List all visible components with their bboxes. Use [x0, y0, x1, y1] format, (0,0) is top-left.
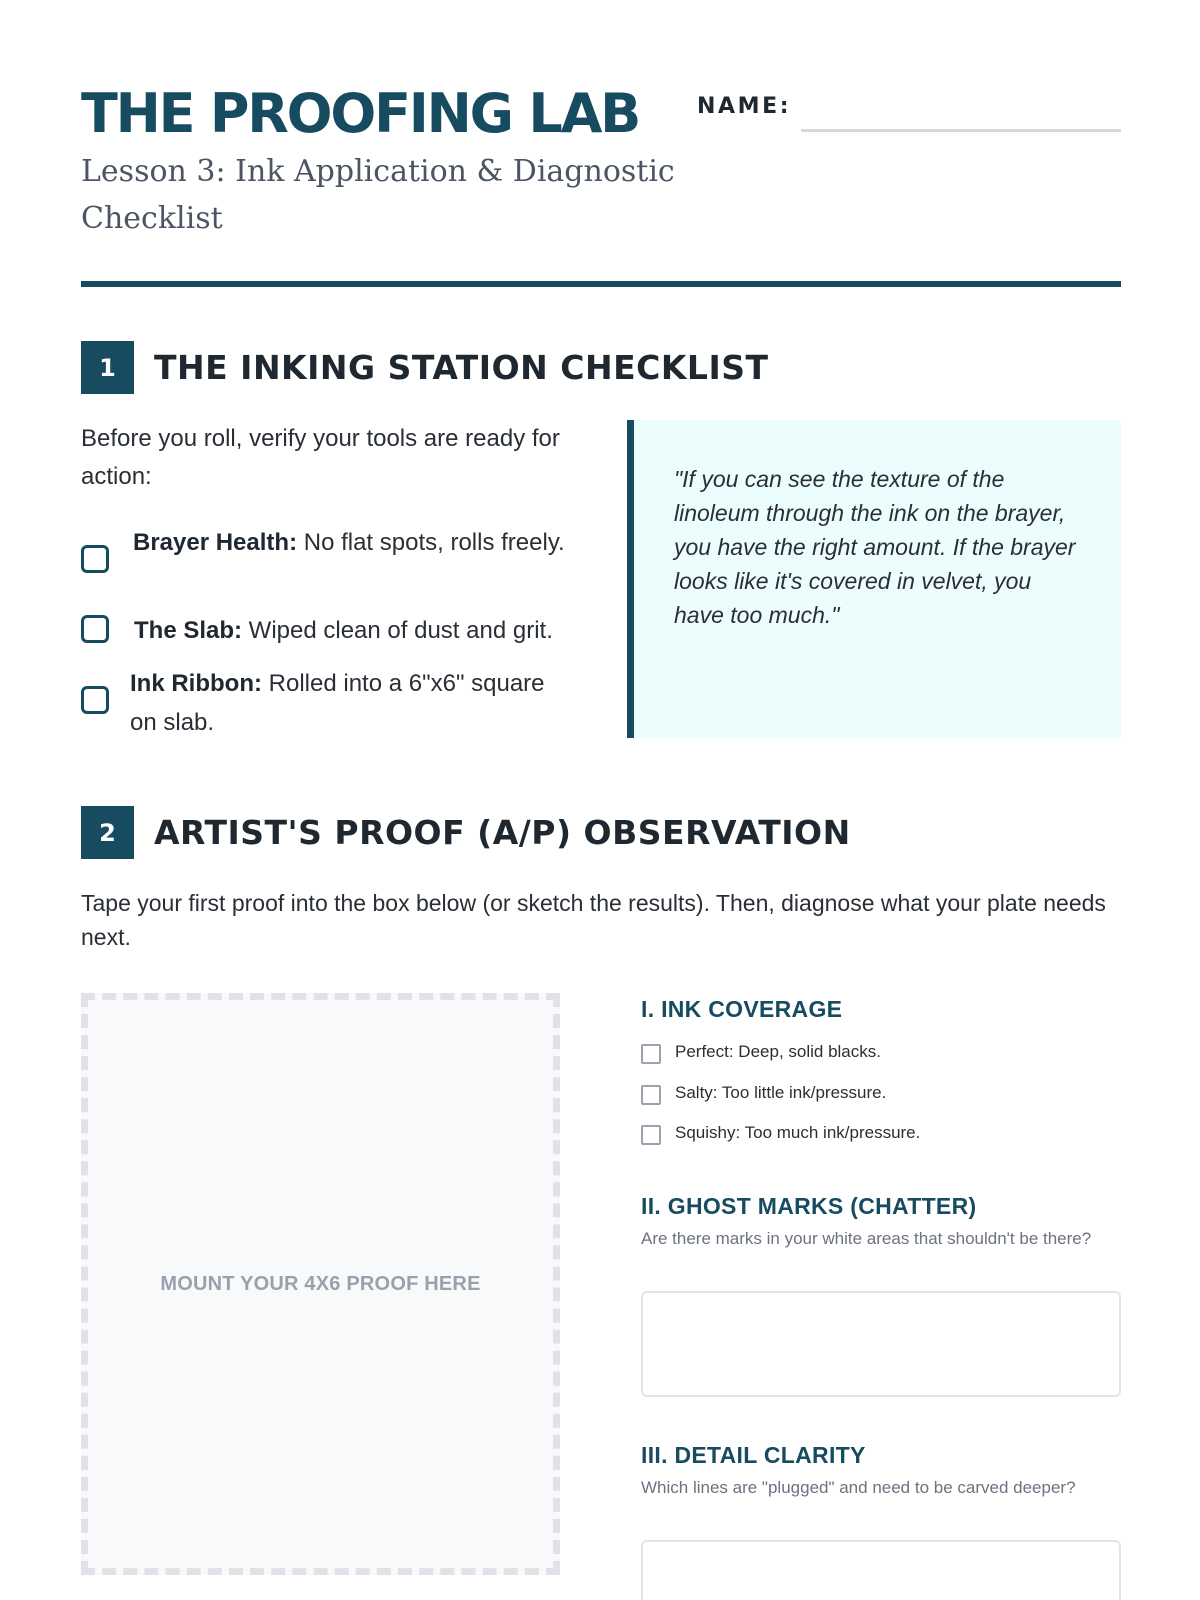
tip-quote-text: "If you can see the texture of the linoleum through the ink on the brayer, you have the right amount. If the brayer looks like it's covered in velvet, you have too much.": [674, 466, 1076, 628]
lesson-subtitle: Lesson 3: Ink Application & Diagnostic Checklist: [81, 154, 675, 236]
checkbox-brayer-health[interactable]: [81, 545, 109, 573]
ghost-marks-question: Are there marks in your white areas that shouldn't be there?: [641, 1229, 1092, 1248]
detail-clarity-group: [641, 1440, 1121, 1501]
section-1-number: 1: [81, 341, 134, 394]
detail-clarity-answer-box[interactable]: [641, 1540, 1121, 1600]
ghost-marks-title: II. GHOST MARKS (CHATTER): [641, 1193, 977, 1219]
section-2-title: ARTIST'S PROOF (A/P) OBSERVATION: [154, 813, 851, 852]
tip-quote-box: [627, 420, 1121, 738]
ink-coverage-title: I. INK COVERAGE: [641, 996, 843, 1022]
ghost-marks-answer-box[interactable]: [641, 1291, 1121, 1397]
ghost-marks-group: [641, 1191, 1121, 1252]
proof-mount-area: [81, 993, 560, 1575]
checkbox-squishy[interactable]: [641, 1125, 661, 1145]
checklist-label-ink-ribbon: Ink Ribbon:: [130, 670, 262, 697]
option-perfect-label: Perfect: Deep, solid blacks.: [675, 1042, 881, 1061]
header-divider: [81, 281, 1121, 287]
checkbox-perfect[interactable]: [641, 1044, 661, 1064]
detail-clarity-title: III. DETAIL CLARITY: [641, 1442, 866, 1468]
checkbox-ink-ribbon[interactable]: [81, 686, 109, 714]
checklist-desc-ink-ribbon: Rolled into a 6"x6" square on slab.: [130, 670, 545, 736]
section-1-intro: Before you roll, verify your tools are ready for action:: [81, 425, 560, 490]
checklist-label-slab: The Slab:: [134, 617, 243, 644]
checklist-label-brayer: Brayer Health:: [133, 529, 298, 556]
checklist-text-brayer: [133, 524, 583, 561]
option-salty-label: Salty: Too little ink/pressure.: [675, 1083, 887, 1102]
checklist-text-slab: [134, 612, 614, 649]
checklist-desc-slab: Wiped clean of dust and grit.: [242, 617, 553, 644]
checkbox-slab[interactable]: [81, 615, 109, 643]
checklist-text-ink-ribbon: [130, 664, 570, 742]
name-label: NAME:: [697, 94, 792, 119]
option-squishy-label: Squishy: Too much ink/pressure.: [675, 1123, 921, 1142]
detail-clarity-question: Which lines are "plugged" and need to be carved deeper?: [641, 1478, 1076, 1497]
section-1-title: THE INKING STATION CHECKLIST: [154, 348, 769, 387]
proof-mount-label: MOUNT YOUR 4X6 PROOF HERE: [160, 1272, 481, 1295]
section-2-number: 2: [81, 806, 134, 859]
page-title: THE PROOFING LAB: [81, 82, 640, 145]
checklist-desc-brayer: No flat spots, rolls freely.: [297, 529, 565, 556]
section-2-intro: Tape your first proof into the box below (or sketch the results). Then, diagnose what your plate needs next.: [81, 890, 1106, 950]
name-field-line[interactable]: [801, 129, 1121, 132]
checkbox-salty[interactable]: [641, 1085, 661, 1105]
ink-coverage-group: [641, 994, 1121, 1024]
worksheet-page: [81, 0, 1121, 1600]
